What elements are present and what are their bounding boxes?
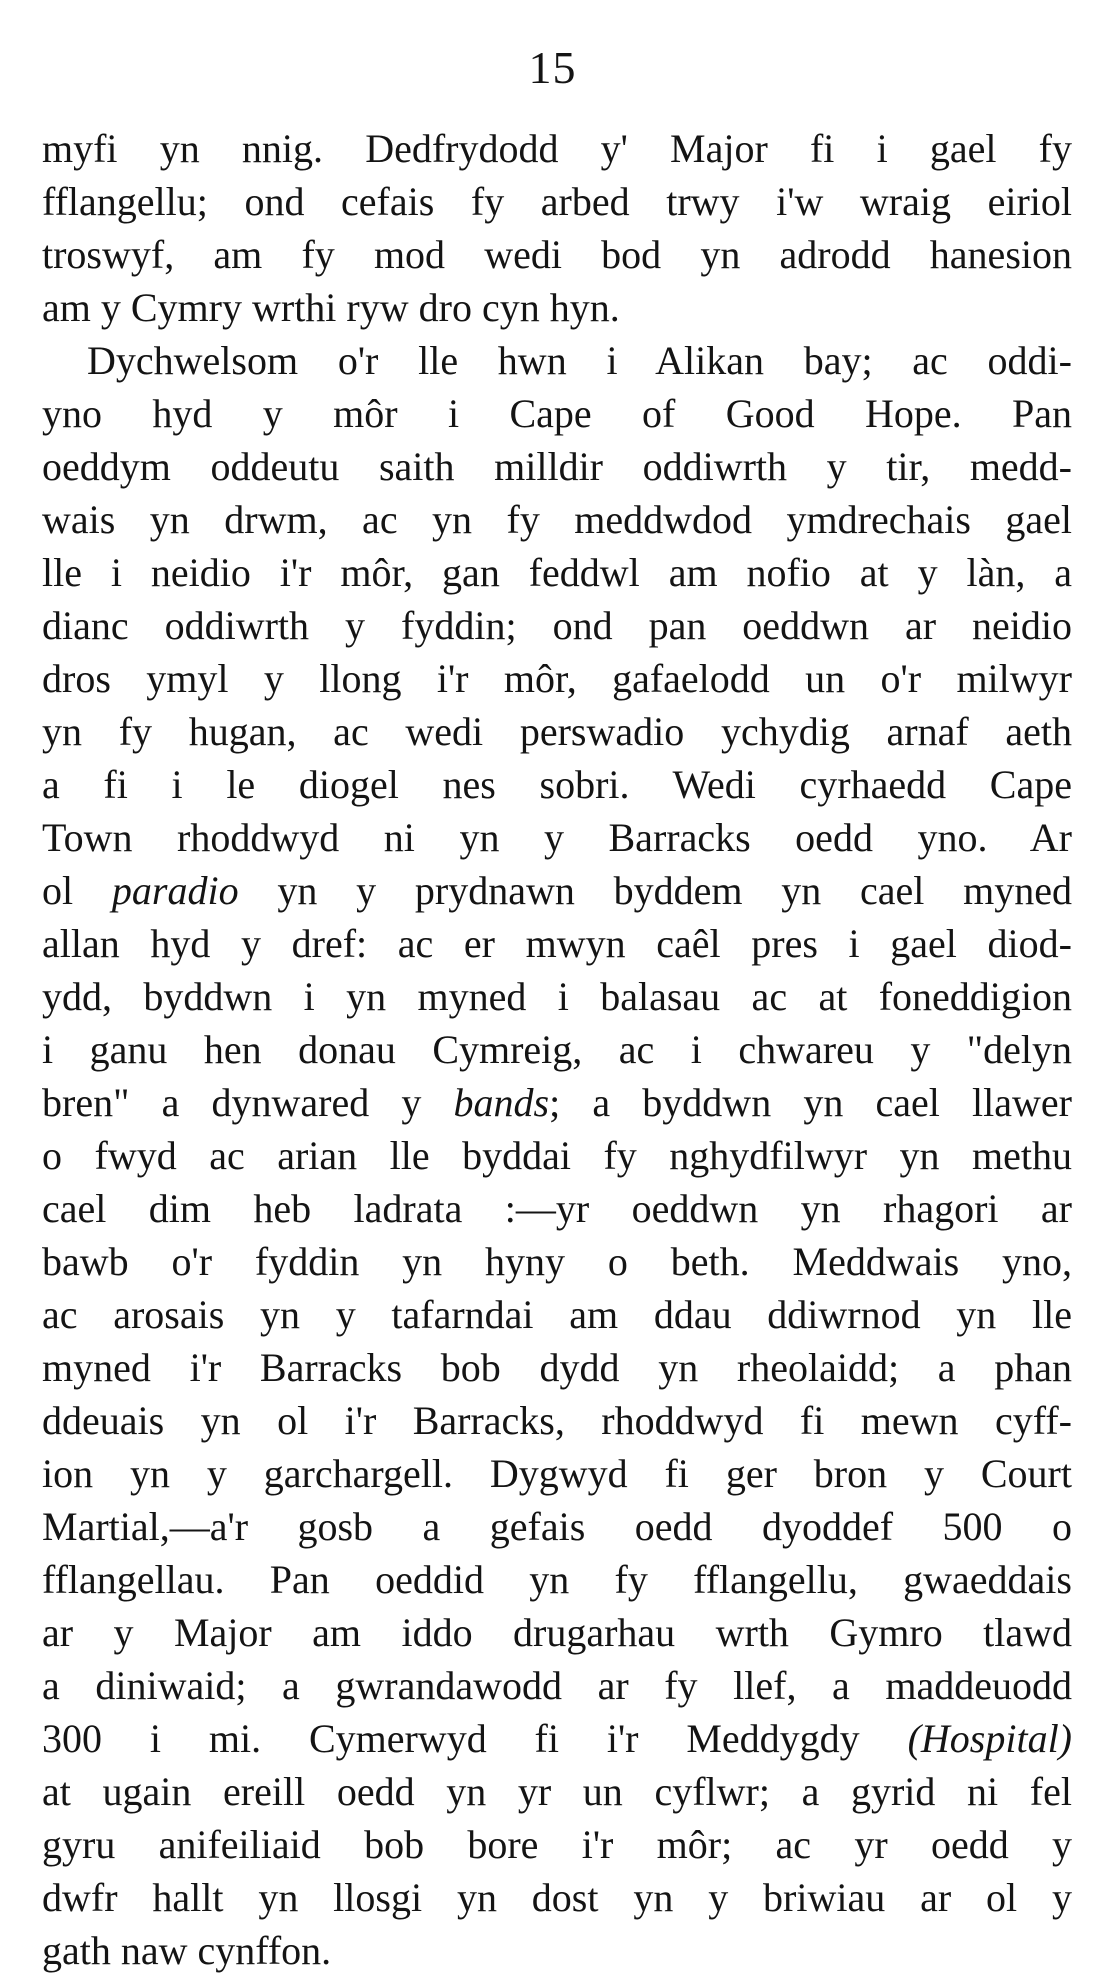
- text-segment: Dychwelsom o'r lle hwn i Alikan bay; ac oddi-: [87, 338, 1072, 383]
- text-segment: 300 i mi. Cymerwyd fi i'r Meddygdy: [42, 1716, 908, 1761]
- text-line: [42, 1553, 1072, 1606]
- text-segment: o fwyd ac arian lle byddai fy nghydfilwyr yn methu: [42, 1133, 1072, 1178]
- text-line: [42, 1023, 1072, 1076]
- text-line: [42, 1871, 1072, 1924]
- text-segment: a diniwaid; a gwrandawodd ar fy llef, a maddeuodd: [42, 1663, 1072, 1708]
- text-segment: yn fy hugan, ac wedi perswadio ychydig arnaf aeth: [42, 709, 1072, 754]
- text-line: [42, 917, 1072, 970]
- text-segment: gath naw cynffon.: [42, 1928, 332, 1973]
- text-line: [42, 1765, 1072, 1818]
- text-line: [42, 1182, 1072, 1235]
- text-segment: fflangellau. Pan oeddid yn fy fflangellu, gwaeddais: [42, 1557, 1072, 1602]
- text-line: [42, 175, 1072, 228]
- text-segment: troswyf, am fy mod wedi bod yn adrodd hanesion: [42, 232, 1072, 277]
- text-line: [42, 599, 1072, 652]
- italic-text: paradio: [111, 868, 239, 913]
- text-line: [42, 228, 1072, 281]
- page-number: 15: [528, 42, 577, 93]
- text-line: [42, 122, 1072, 175]
- text-segment: wais yn drwm, ac yn fy meddwdod ymdrechais gael: [42, 497, 1072, 542]
- text-segment: ac arosais yn y tafarndai am ddau ddiwrnod yn lle: [42, 1292, 1072, 1337]
- text-segment: am y Cymry wrthi ryw dro cyn hyn.: [42, 285, 620, 330]
- text-line: [42, 1818, 1072, 1871]
- text-line: [42, 1447, 1072, 1500]
- text-segment: at ugain ereill oedd yn yr un cyflwr; a gyrid ni fel: [42, 1769, 1072, 1814]
- text-segment: dwfr hallt yn llosgi yn dost yn y briwiau ar ol y: [42, 1875, 1072, 1920]
- text-line: [42, 1129, 1072, 1182]
- text-segment: myfi yn nnig. Dedfrydodd y' Major fi i gael fy: [42, 126, 1072, 171]
- text-line: [42, 652, 1072, 705]
- text-segment: dianc oddiwrth y fyddin; ond pan oeddwn ar neidio: [42, 603, 1072, 648]
- text-line: [42, 1076, 1072, 1129]
- text-line: [42, 705, 1072, 758]
- text-line: [42, 334, 1072, 387]
- body-text: [42, 122, 1072, 1977]
- text-segment: a fi i le diogel nes sobri. Wedi cyrhaedd Cape: [42, 762, 1072, 807]
- italic-text: (Hospital): [907, 1716, 1072, 1761]
- text-segment: i ganu hen donau Cymreig, ac i chwareu y "delyn: [42, 1027, 1072, 1072]
- text-segment: ar y Major am iddo drugarhau wrth Gymro tlawd: [42, 1610, 1072, 1655]
- text-segment: oeddym oddeutu saith milldir oddiwrth y tir, medd-: [42, 444, 1072, 489]
- text-segment: ol: [42, 868, 112, 913]
- text-segment: allan hyd y dref: ac er mwyn caêl pres i gael diod-: [42, 921, 1072, 966]
- text-line: [42, 281, 1072, 334]
- text-line: [42, 440, 1072, 493]
- text-line: [42, 1712, 1072, 1765]
- text-segment: yn y prydnawn byddem yn cael myned: [238, 868, 1072, 913]
- text-segment: ion yn y garchargell. Dygwyd fi ger bron y Court: [42, 1451, 1072, 1496]
- text-segment: yno hyd y môr i Cape of Good Hope. Pan: [42, 391, 1072, 436]
- text-line: [42, 1500, 1072, 1553]
- text-line: [42, 970, 1072, 1023]
- text-line: [42, 864, 1072, 917]
- text-segment: cael dim heb ladrata :—yr oeddwn yn rhagori ar: [42, 1186, 1072, 1231]
- text-segment: ydd, byddwn i yn myned i balasau ac at foneddigion: [42, 974, 1072, 1019]
- text-segment: lle i neidio i'r môr, gan feddwl am nofio at y làn, a: [42, 550, 1072, 595]
- text-line: [42, 1924, 1052, 1977]
- text-segment: ; a byddwn yn cael llawer: [549, 1080, 1072, 1125]
- text-line: [42, 1394, 1072, 1447]
- text-segment: myned i'r Barracks bob dydd yn rheolaidd; a phan: [42, 1345, 1072, 1390]
- text-line: [42, 1341, 1072, 1394]
- text-segment: Martial,—a'r gosb a gefais oedd dyoddef 500 o: [42, 1504, 1072, 1549]
- text-segment: fflangellu; ond cefais fy arbed trwy i'w wraig eiriol: [42, 179, 1072, 224]
- text-line: [42, 1606, 1072, 1659]
- text-line: [42, 1235, 1072, 1288]
- text-segment: bren" a dynwared y: [42, 1080, 454, 1125]
- text-segment: ddeuais yn ol i'r Barracks, rhoddwyd fi mewn cyff-: [42, 1398, 1072, 1443]
- text-segment: bawb o'r fyddin yn hyny o beth. Meddwais yno,: [42, 1239, 1072, 1284]
- text-line: [42, 758, 1072, 811]
- text-line: [42, 811, 1072, 864]
- text-line: [42, 1288, 1072, 1341]
- text-line: [42, 546, 1072, 599]
- text-segment: dros ymyl y llong i'r môr, gafaelodd un o'r milwyr: [42, 656, 1072, 701]
- text-segment: gyru anifeiliaid bob bore i'r môr; ac yr oedd y: [42, 1822, 1072, 1867]
- italic-text: bands: [453, 1080, 550, 1125]
- text-line: [42, 493, 1072, 546]
- text-line: [42, 1659, 1072, 1712]
- text-line: [42, 387, 1072, 440]
- text-segment: Town rhoddwyd ni yn y Barracks oedd yno. Ar: [42, 815, 1072, 860]
